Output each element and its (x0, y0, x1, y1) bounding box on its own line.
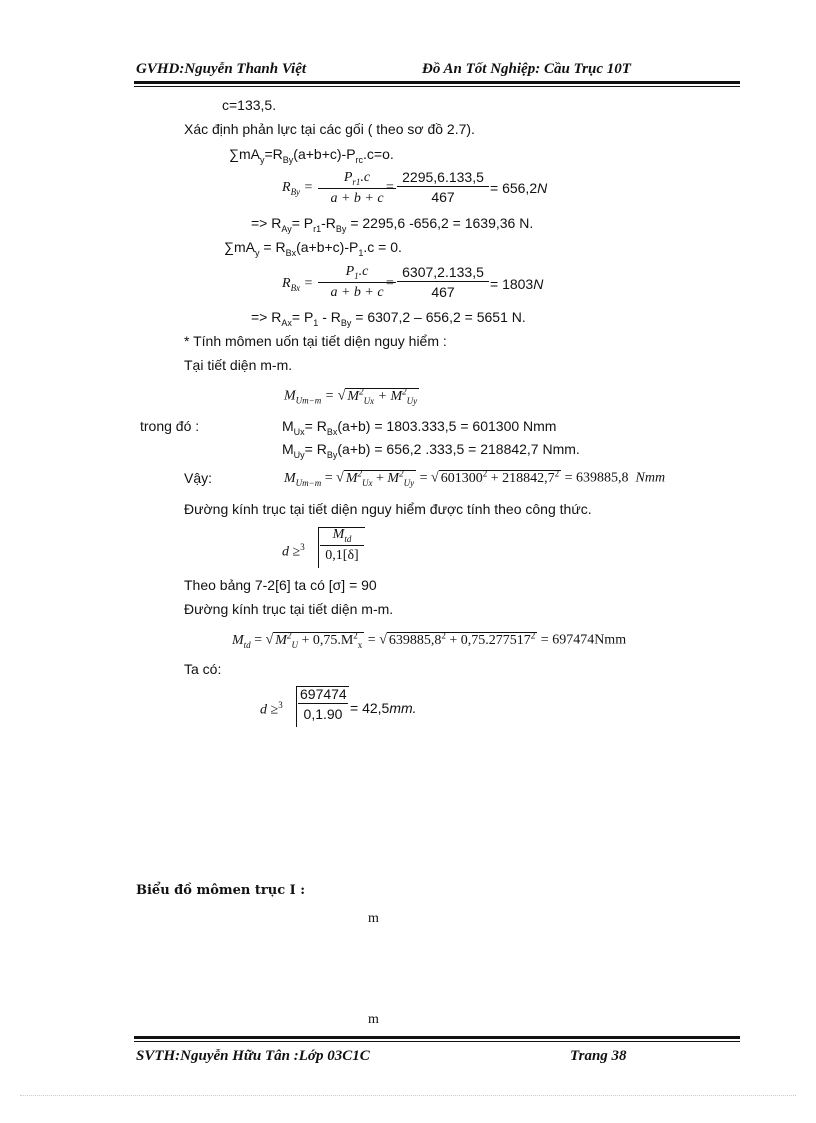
sum-moment-eq-1: $\sum mA_y=R_{By}(a+b+c)-P_{rc}.c=o$. (229, 146, 394, 165)
section-mm: Tại tiết diện m-m. (184, 357, 293, 373)
eq-sign: = (386, 276, 394, 291)
reaction-intro: Xác định phản lực tại các gối ( theo sơ đồ 2.7). (184, 121, 475, 137)
d-ge-1: d ≥$^3$ (282, 542, 305, 560)
rbx-result: = 1803N (490, 276, 544, 292)
footer-rule-thin (134, 1041, 740, 1042)
table-ref: Theo bảng 7-2[6] ta có [σ] = 90 (184, 577, 377, 593)
header-rule-thin (134, 86, 740, 87)
footer-right: Trang 38 (570, 1048, 627, 1064)
rbx-fraction-2: $\frac{6307,2.133,5}{467}$ (397, 264, 489, 300)
muy-eq: $M_{Uy}= R_{By}(a+b) = 656,2$ .333,5 = 218842,7 Nmm. (282, 441, 580, 460)
rbx-label: $R_{Bx}$ = (282, 276, 314, 293)
mtd-formula: $M_{td}$ = √ $M^2_U + 0,75.M^2_x$ = √ $639885,8^2 + 0,75.277517^2 = 697474Nmm$ (232, 630, 627, 650)
section-mark-bottom: m (368, 1012, 379, 1027)
vay-label: Vậy: (184, 470, 213, 486)
rax-eq: => $R_{Ax}= P_1 - R_{By} = 6307,2 - 656,2 = 5651$ N. (251, 309, 526, 328)
d-ge-2: d ≥$^3$ (260, 700, 283, 718)
sum-moment-eq-2: $\sum mA_y = R_{Bx}(a+b+c)-P_1.c = 0$. (224, 239, 402, 258)
footer-left: SVTH:Nguyễn Hữu Tân :Lớp 03C1C (136, 1048, 370, 1064)
ray-eq: => $R_{Ay}= P_{r1}-R_{By} = 2295,6$ -656,2 = 1639,36 N. (251, 215, 534, 234)
where-label: trong đó : (140, 418, 200, 434)
d-fraction-2: $\frac{697474}{0,1.90}$ (300, 686, 347, 722)
rby-fraction-1: $\frac{P_{r1}.c}{a + b + c}$ (318, 170, 396, 207)
d-fraction-1: $M_{td}$ 0,1[δ] (320, 527, 364, 564)
diameter-mm: Đường kính trục tại tiết diện m-m. (184, 601, 394, 617)
rby-label: $R_{By}$ = (282, 180, 314, 197)
header-rule-thick (134, 81, 740, 84)
diagram-title: Biểu đồ mômen trục I : (136, 883, 306, 898)
rby-result: = 656,2N (490, 180, 548, 196)
rbx-fraction-1: $\frac{P_1.c}{a + b + c}$ (318, 264, 396, 301)
mum-formula: $M_{Um-m}$ = √ $M^2_{Ux} + M^2_{Uy}$ (284, 386, 418, 406)
d-result: = 42,5mm. (350, 700, 417, 716)
ta-co: Ta có: (184, 661, 222, 677)
eq-sign: = (386, 180, 394, 195)
moment-intro: * Tính mômen uốn tại tiết diện nguy hiểm : (184, 333, 447, 349)
page-edge-dots (20, 1095, 796, 1096)
footer-rule-thick (134, 1036, 740, 1039)
section-mark-top: m (368, 911, 379, 926)
mux-eq: $M_{Ux}= R_{Bx}(a+b) = 1803.333,5 = 601300$ Nmm (282, 418, 557, 437)
header-left: GVHD:Nguyễn Thanh Việt (136, 61, 307, 77)
rby-fraction-2: $\frac{2295,6.133,5}{467}$ (397, 169, 489, 205)
c-value: c=133,5. (222, 97, 277, 113)
mum-values: $M_{Um-m}$ = √ $M^2_{Ux} + M^2_{Uy}$ = √ $601300^2 + 218842,7^2 = 639885,8$ Nmm (284, 468, 666, 488)
header-right: Đồ An Tốt Nghiệp: Cầu Trục 10T (422, 61, 631, 77)
diameter-intro: Đường kính trục tại tiết diện nguy hiểm được tính theo công thức. (184, 501, 592, 517)
